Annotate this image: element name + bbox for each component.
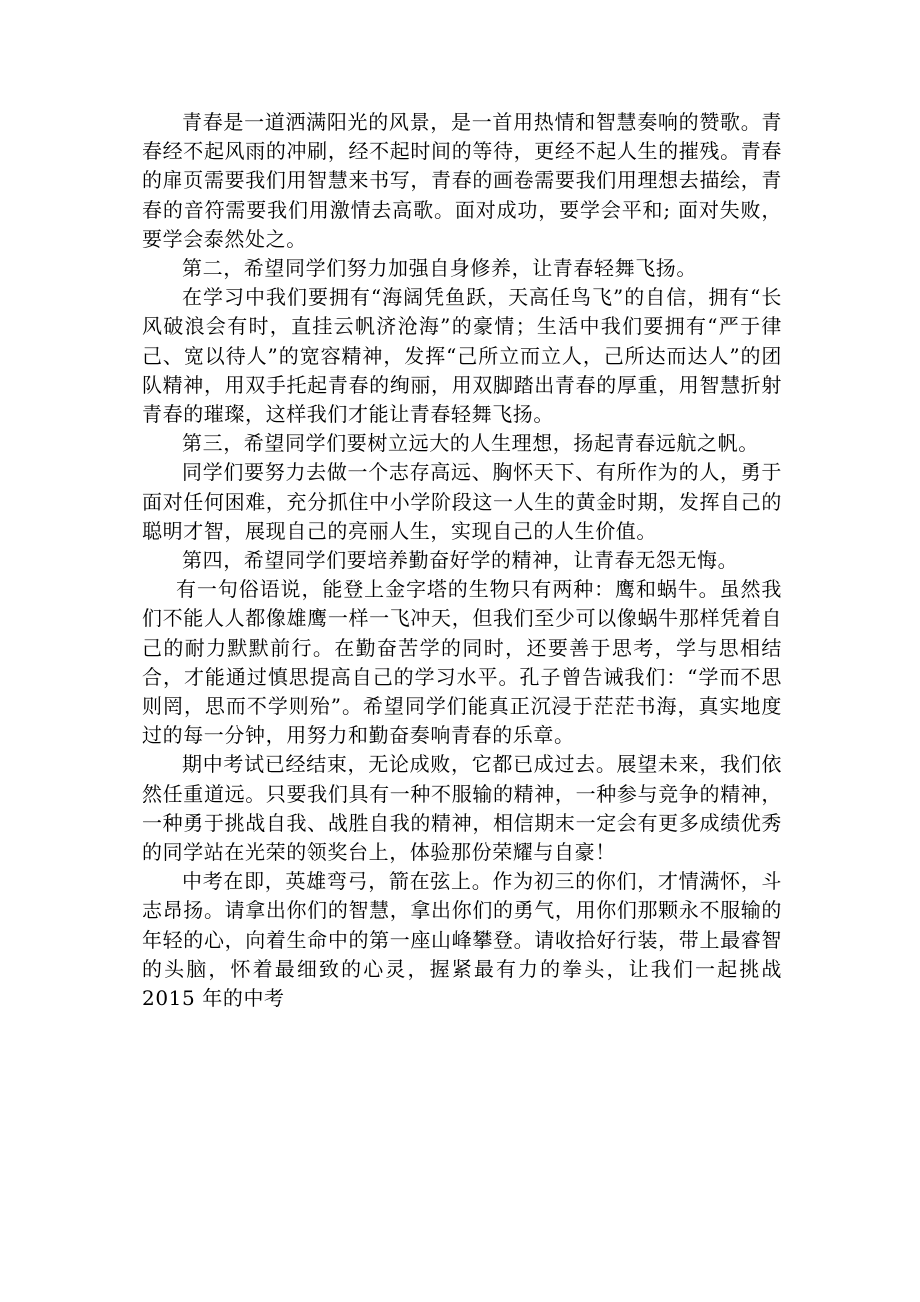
document-body xyxy=(142,108,782,1013)
paragraph-midterm: 期中考试已经结束，无论成败，它都已成过去。展望未来，我们依然任重道远。只要我们具有一种不服输的精神，一种参与竞争的精神，一种勇于挑战自我、战胜自我的精神，相信期末一定会有更多成绩优秀的同学站在光荣的领奖台上，体验那份荣耀与自豪！ xyxy=(142,752,782,865)
paragraph-fourth-hope: 第四，希望同学们要培养勤奋好学的精神，让青春无怨无悔。 xyxy=(182,548,739,573)
paragraph-third-hope: 第三，希望同学们要树立远大的人生理想，扬起青春远航之帆。 xyxy=(182,431,759,456)
paragraph-second-hope: 第二，希望同学们努力加强自身修养，让青春轻舞飞扬。 xyxy=(182,256,697,281)
paragraph-ambition: 同学们要努力去做一个志存高远、胸怀天下、有所作为的人，勇于面对任何困难，充分抓住中小学阶段这一人生的黄金时期，发挥自己的聪明才智，展现自己的亮丽人生，实现自己的人生价值。 xyxy=(142,460,782,543)
paragraph-entrance-exam: 中考在即，英雄弯弓，箭在弦上。作为初三的你们，才情满怀，斗志昂扬。请拿出你们的智慧，拿出你们的勇气，用你们那颗永不服输的年轻的心，向着生命中的第一座山峰攀登。请收拾好行装，带上最睿智的头脑，怀着最细致的心灵，握紧最有力的拳头，让我们一起挑战 2015 年的中考 xyxy=(142,869,782,1011)
paragraph-self-cultivation: 在学习中我们要拥有“海阔凭鱼跃，天高任鸟飞”的自信，拥有“长风破浪会有时，直挂云帆济沧海”的豪情；生活中我们要拥有“严于律己、宽以待人”的宽容精神，发挥“己所立而立人，己所达而达人”的团队精神，用双手托起青春的绚丽，用双脚踏出青春的厚重，用智慧折射青春的璀璨，这样我们才能让青春轻舞飞扬。 xyxy=(142,285,782,427)
paragraph-diligence: 有一句俗语说，能登上金字塔的生物只有两种：鹰和蜗牛。虽然我们不能人人都像雄鹰一样一飞冲天，但我们至少可以像蜗牛那样凭着自己的耐力默默前行。在勤奋苦学的同时，还要善于思考，学与思相结合，才能通过慎思提高自己的学习水平。孔子曾告诫我们：“学而不思则罔，思而不学则殆”。希望同学们能真正沉浸于茫茫书海，真实地度过的每一分钟，用努力和勤奋奏响青春的乐章。 xyxy=(142,577,782,748)
paragraph-youth-scenery: 青春是一道洒满阳光的风景，是一首用热情和智慧奏响的赞歌。青春经不起风雨的冲刷，经不起时间的等待，更经不起人生的摧残。青春的扉页需要我们用智慧来书写，青春的画卷需要我们用理想去描绘，青春的音符需要我们用激情去高歌。面对成功，要学会平和; 面对失败，要学会泰然处之。 xyxy=(142,110,782,251)
